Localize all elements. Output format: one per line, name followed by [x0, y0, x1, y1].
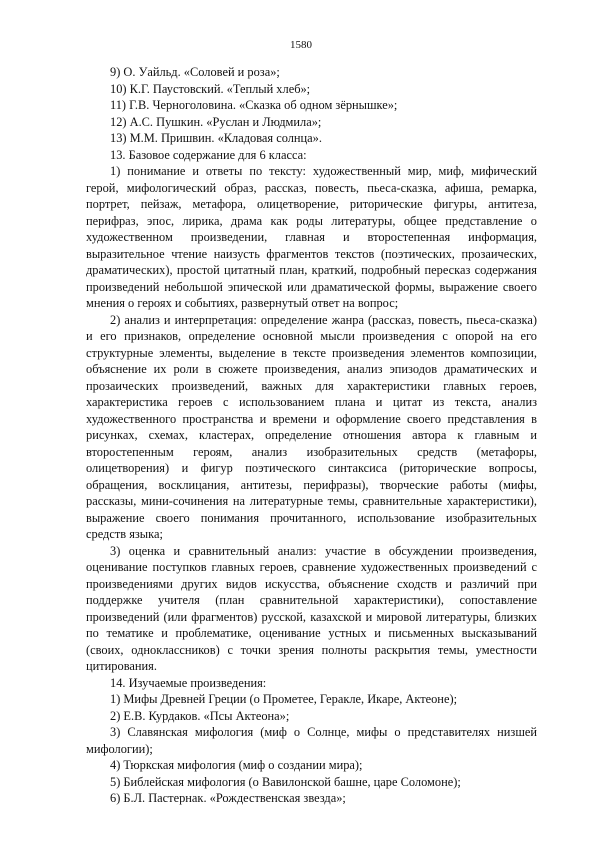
page-number: 1580: [290, 39, 312, 51]
list-item: 12) А.С. Пушкин. «Руслан и Людмила»;: [110, 114, 322, 129]
list-item: 6) Б.Л. Пастернак. «Рождественская звезда»;: [110, 791, 346, 805]
section-heading: 14. Изучаемые произведения:: [110, 675, 267, 690]
list-item: 10) К.Г. Паустовский. «Теплый хлеб»;: [110, 81, 311, 96]
list-item: 5) Библейская мифология (о Вавилонской башне, царе Соломоне);: [110, 774, 461, 789]
paragraph: 2) анализ и интерпретация: определение жанра (рассказ, повесть, пьеса-сказка) и его признаков, определение основной мысли произведения с опорой на его структурные элементы, выделение в тексте произведения элементов композиции, объяснение их роли в сюжете произведения, анализ эпизодов драматических и прозаических произведений, важных для характеристики главных героев, характеристика героев с использованием плана и цитат из текста, анализ художественного пространства и времени и оформление своего представления в рисунках, схемах, кластерах, определение отношения автора к главным и второстепенным героям, анализ изобразительных средств (метафоры, олицетворения) и фигур поэтического синтаксиса (риторические вопросы, обращения, восклицания, антитезы, перифразы), творческие работы (мифы, рассказы, мини-сочинения на литературные темы, сравнительные характеристики), выражение своего понимания прочитанного, использование изобразительных средств языка;: [86, 312, 537, 541]
list-item: 1) Мифы Древней Греции (о Прометее, Геракле, Икаре, Актеоне);: [110, 692, 458, 706]
list-item: 4) Тюркская мифология (миф о создании мира);: [110, 758, 363, 772]
list-item: 2) Е.В. Курдаков. «Псы Актеона»;: [110, 708, 290, 723]
list-item: 11) Г.В. Черноголовина. «Сказка об одном зёрнышке»;: [110, 98, 398, 112]
list-item: 9) О. Уайльд. «Соловей и роза»;: [110, 65, 280, 79]
list-item: 3) Славянская мифология (миф о Солнце, мифы о представителях низшей мифологии);: [86, 725, 537, 756]
document-body: [86, 64, 537, 807]
list-item: 13) М.М. Пришвин. «Кладовая солнца».: [110, 131, 322, 145]
paragraph: 3) оценка и сравнительный анализ: участие в обсуждении произведения, оценивание поступков главных героев, сравнение художественных произведений с произведениями других видов искусства, объяснение сходств и различий при поддержке учителя (план сравнительной характеристики), сопоставление произведений (или фрагментов) русской, казахской и мировой литературы, близких по тематике и проблематике, оценивание устных и письменных высказываний (своих, одноклассников) с точки зрения полноты раскрытия темы, уместности цитирования.: [86, 543, 537, 673]
section-heading: 13. Базовое содержание для 6 класса:: [110, 147, 307, 162]
paragraph: 1) понимание и ответы по тексту: художественный мир, миф, мифический герой, мифологический образ, рассказ, повесть, пьеса-сказка, афиша, ремарка, портрет, пейзаж, метафора, олицетворение, риторические фигуры, антитеза, перифраз, эпос, лирика, драма как роды литературы, общее представление о художественном произведении, главная и второстепенная информация, выразительное чтение наизусть фрагментов текстов (поэтических, прозаических, драматических), простой цитатный план, краткий, подробный пересказ содержания произведений небольшой эпической или драматической формы, выражение своего мнения о героях и событиях, развернутый ответ на вопрос;: [86, 164, 537, 310]
